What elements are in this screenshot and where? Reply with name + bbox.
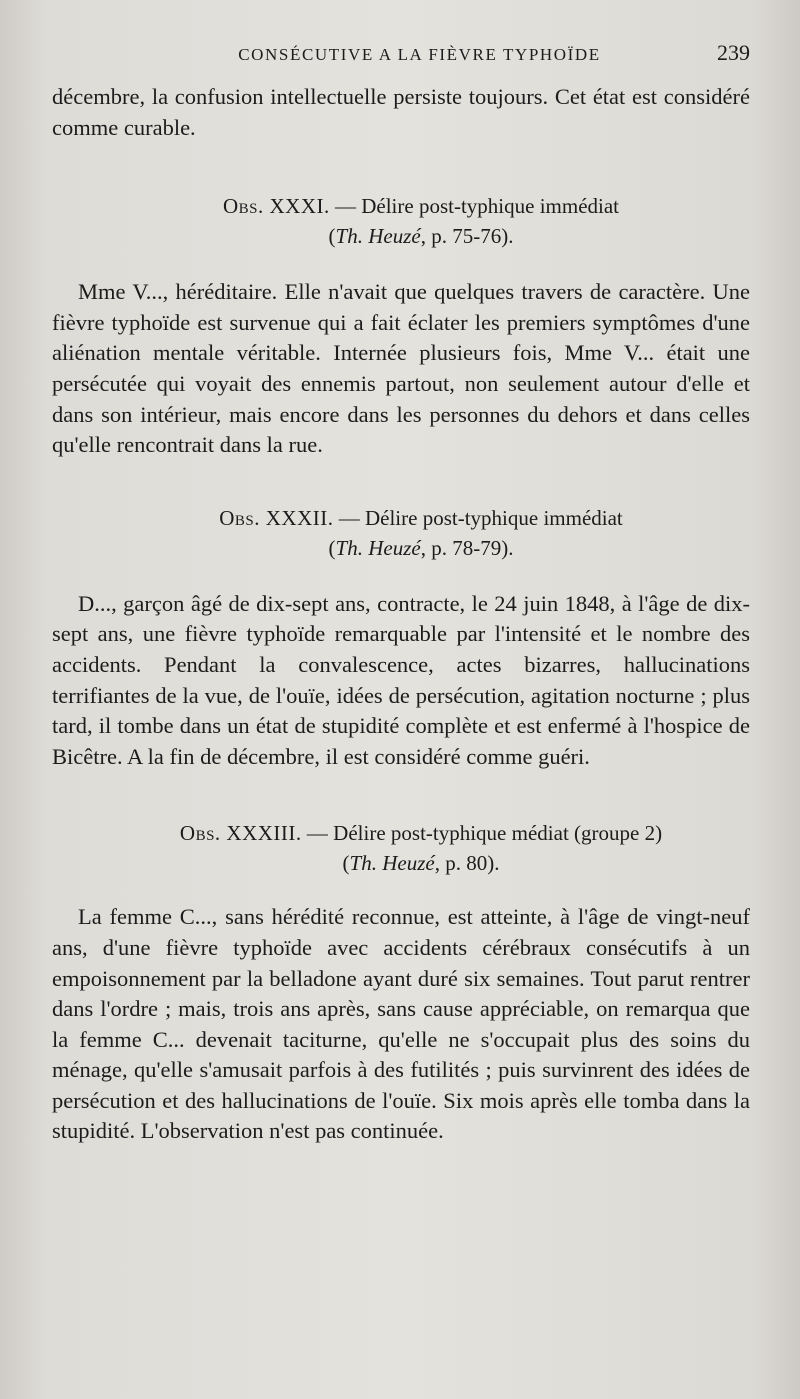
observation-source: (Th. Heuzé, p. 80). — [342, 851, 500, 876]
observation-title: — Délire post-typhique immédiat — [338, 505, 623, 530]
source-pages: , p. 75-76). — [420, 224, 514, 249]
running-head: CONSÉCUTIVE A LA FIÈVRE TYPHOÏDE — [238, 45, 601, 64]
source-author: Th. Heuzé — [335, 224, 421, 249]
observation-source: (Th. Heuzé, p. 78-79). — [328, 535, 514, 560]
observation-31 — [52, 191, 750, 461]
source-author: Th. Heuzé — [349, 851, 435, 876]
observation-32 — [52, 503, 750, 773]
observation-source: (Th. Heuzé, p. 75-76). — [328, 224, 514, 249]
observation-heading — [52, 191, 750, 221]
observation-label: Obs. XXXI. — [222, 194, 330, 219]
observation-title: — Délire post-typhique immédiat — [334, 194, 620, 219]
observation-label: Obs. XXXII. — [219, 505, 334, 530]
source-pages: , p. 78-79). — [420, 535, 514, 560]
observation-heading — [52, 503, 750, 533]
page-number: 239 — [717, 40, 750, 65]
observation-title: — Délire post-typhique médiat (groupe 2) — [306, 821, 663, 846]
observation-33 — [52, 818, 750, 1147]
observation-label: Obs. XXXIII. — [179, 821, 302, 846]
page-header — [52, 40, 750, 82]
source-author: Th. Heuzé — [335, 535, 421, 560]
observation-text: La femme C..., sans hérédité reconnue, est atteinte, à l'âge de vingt-neuf ans, d'une fièvre typhoïde avec accidents cérébraux consécutifs à un empoisonnement par la belladone ayant duré six semaines. Tout parut rentrer dans l'ordre ; mais, trois ans après, sans cause appréciable, on remarqua que la femme C... devenait taciturne, qu'elle ne s'occupait plus des soins du ménage, qu'elle s'amusait parfois à des futilités ; puis survinrent des idées de persécution et des hallucinations de l'ouïe. Six mois après elle tomba dans la stupidité. L'observation n'est pas continuée. — [52, 904, 750, 1144]
observation-text: D..., garçon âgé de dix-sept ans, contracte, le 24 juin 1848, à l'âge de dix-sept ans, une fièvre typhoïde remarquable par l'intensité et le nombre des accidents. Pendant la convalescence, actes bizarres, hallucinations terrifiantes de la vue, de l'ouïe, idées de persécution, agitation nocturne ; plus tard, il tombe dans un état de stupidité complète et est enfermé à l'hospice de Bicêtre. A la fin de décembre, il est considéré comme guéri. — [52, 590, 750, 769]
observation-text: Mme V..., héréditaire. Elle n'avait que quelques travers de caractère. Une fièvre typhoïde est survenue qui a fait éclater les premiers symptômes d'une aliénation mentale véritable. Internée plusieurs fois, Mme V... était une persécutée qui voyait des ennemis partout, non seulement autour d'elle et dans son intérieur, mais encore dans les personnes du dehors et dans celles qu'elle rencontrait dans la rue. — [52, 279, 750, 458]
observation-heading — [52, 818, 750, 848]
source-pages: , p. 80). — [434, 851, 500, 876]
intro-paragraph: décembre, la confusion intellectuelle persiste toujours. Cet état est considéré comme curable. — [52, 84, 750, 140]
